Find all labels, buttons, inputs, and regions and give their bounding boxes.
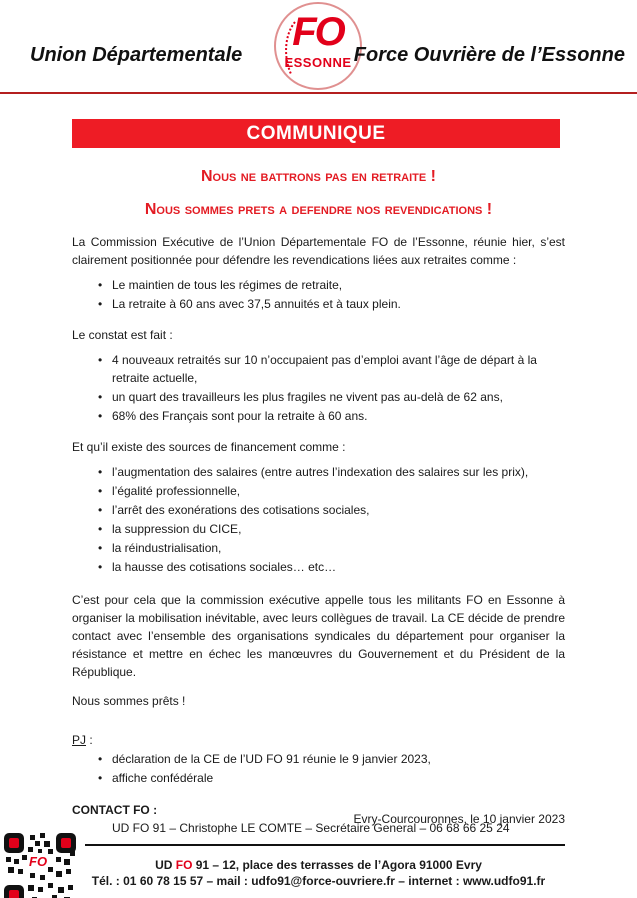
pj-label <box>72 731 565 749</box>
letterhead-left-title: Union Départementale <box>30 44 243 66</box>
qr-fo-label: FO <box>29 854 48 869</box>
letterhead <box>0 0 637 92</box>
document-body <box>0 94 637 837</box>
qr-code <box>4 833 76 898</box>
list-item: • Le maintien de tous les régimes de retraite, <box>112 276 565 294</box>
contact-line: UD FO 91 – Christophe LE COMTE – Secrétaire General – 06 68 66 25 24 <box>112 821 510 835</box>
financement-label: Et qu’il existe des sources de financement comme : <box>72 440 346 454</box>
intro-paragraph: La Commission Exécutive de l’Union Départementale FO de l’Essonne, réunie hier, s’est clairement positionnée pour défendre les revendications liées aux retraites comme : <box>72 235 565 267</box>
footer-ud: UD <box>155 858 176 872</box>
list-item: • La retraite à 60 ans avec 37,5 annuités et à taux plein. <box>112 295 565 313</box>
financements-list <box>72 463 565 576</box>
constats-list <box>72 351 565 425</box>
pj-label-underlined: PJ <box>72 733 87 747</box>
communique-banner: COMMUNIQUE <box>72 119 560 148</box>
list-item: • affiche confédérale <box>112 769 565 787</box>
contact-label: CONTACT FO : <box>72 803 158 817</box>
fo-essonne-logo-icon <box>274 2 362 90</box>
footer <box>72 857 565 889</box>
footer-address-line <box>72 857 565 873</box>
pj-colon: : <box>86 733 93 747</box>
closing-paragraph: C’est pour cela que la commission exécutive appelle tous les militants FO en Essonne à organiser la mobilisation inévitable, avec leurs collègues de travail. La CE décide de prendre contact avec l’ensemble des organisations syndicales du département pour organiser la résistance et mettre en échec les manœuvres du Gouvernement et du Président de la République. <box>72 593 565 679</box>
list-item: • l’égalité professionnelle, <box>112 482 565 500</box>
claims-list <box>72 276 565 313</box>
list-item: • déclaration de la CE de l’UD FO 91 réunie le 9 janvier 2023, <box>112 750 565 768</box>
letterhead-right-title: Force Ouvrière de l’Essonne <box>353 44 625 66</box>
list-item: • la suppression du CICE, <box>112 520 565 538</box>
ready-line: Nous sommes prêts ! <box>72 694 186 708</box>
list-item: • 68% des Français sont pour la retraite à 60 ans. <box>112 407 565 425</box>
footer-contact-line: Tél. : 01 60 78 15 57 – mail : udfo91@force-ouvriere.fr – internet : www.udfo91.fr <box>91 874 546 888</box>
footer-divider <box>85 844 565 846</box>
footer-fo-red: FO <box>175 858 193 872</box>
list-item: • 4 nouveaux retraités sur 10 n’occupaient pas d’emploi avant l’âge de départ à la retraite actuelle, <box>112 351 565 387</box>
logo-region-text: ESSONNE <box>284 55 352 70</box>
footer-address: 91 – 12, place des terrasses de l’Agora 91000 Evry <box>192 858 482 872</box>
pj-list <box>72 750 565 787</box>
headline-retraite: Nous ne battrons pas en retraite ! <box>200 168 437 185</box>
list-item: • l’augmentation des salaires (entre autres l’indexation des salaires sur les prix), <box>112 463 565 481</box>
logo-arc-decoration <box>282 20 298 76</box>
headline-revendications: Nous sommes prets a defendre nos revendications ! <box>144 201 493 218</box>
dateline: Evry-Courcouronnes, le 10 janvier 2023 <box>353 812 565 826</box>
list-item: • un quart des travailleurs les plus fragiles ne vivent pas au-delà de 62 ans, <box>112 388 565 406</box>
list-item: • l’arrêt des exonérations des cotisations sociales, <box>112 501 565 519</box>
constat-label: Le constat est fait : <box>72 328 173 342</box>
list-item: • la hausse des cotisations sociales… etc… <box>112 558 565 576</box>
logo-fo-text: FO <box>292 10 344 54</box>
list-item: • la réindustrialisation, <box>112 539 565 557</box>
